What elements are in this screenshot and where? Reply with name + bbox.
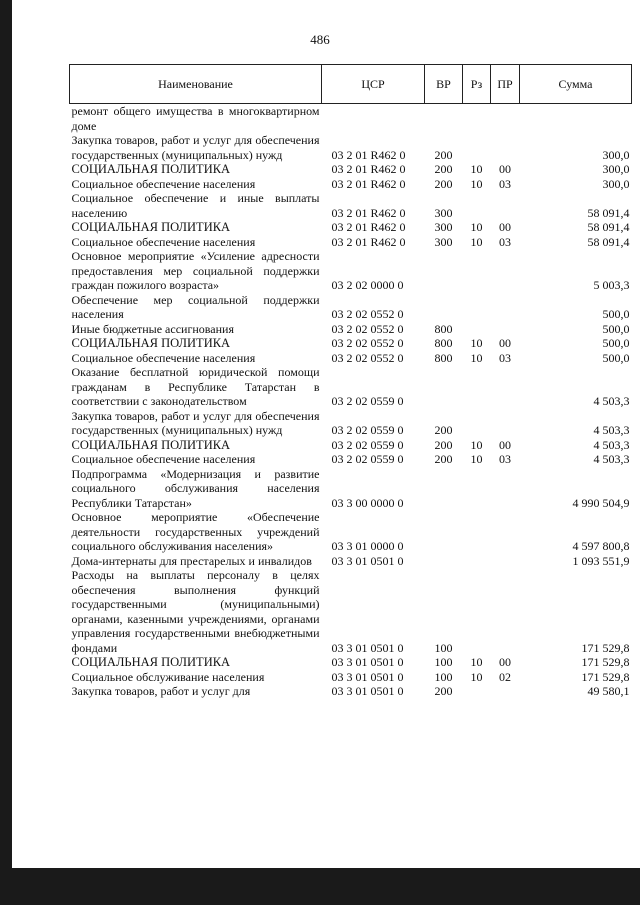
cell-rz: [463, 104, 491, 134]
cell-pr: 00: [499, 336, 511, 350]
cell-pr: [491, 409, 520, 438]
cell-name: Социальное обеспечение населения: [71, 350, 256, 365]
cell-csr: 03 2 01 R462 0: [331, 147, 406, 162]
cell-rz: [463, 293, 491, 322]
cell-csr: 03 3 00 0000 0: [331, 495, 404, 510]
cell-vr: [425, 510, 463, 554]
cell-pr: [491, 293, 520, 322]
cell-sum: 58 091,4: [587, 205, 630, 220]
cell-vr: 300: [434, 220, 453, 234]
table-header-row: [70, 65, 632, 104]
cell-csr: 03 2 01 R462 0: [331, 220, 406, 234]
cell-name: Социальное обеспечение населения: [71, 176, 256, 191]
cell-sum: 300,0: [602, 147, 630, 162]
cell-pr: 00: [499, 162, 511, 176]
cell-sum: 58 091,4: [587, 234, 630, 249]
cell-vr: [425, 467, 463, 511]
cell-vr: [425, 293, 463, 322]
table-row: [70, 104, 632, 134]
cell-sum: 300,0: [602, 176, 630, 191]
header-rz: Рз: [463, 65, 491, 104]
table-row: [70, 336, 632, 351]
cell-pr: [491, 104, 520, 134]
cell-name: Социальное обеспечение населения: [71, 234, 256, 249]
cell-name: СОЦИАЛЬНАЯ ПОЛИТИКА: [71, 220, 231, 234]
header-pr: ПР: [491, 65, 520, 104]
cell-pr: 00: [499, 437, 511, 452]
cell-vr: 100: [434, 655, 453, 669]
table-row: [70, 235, 632, 250]
cell-rz: [463, 133, 491, 162]
cell-csr: 03 3 01 0501 0: [331, 655, 404, 669]
cell-sum: 4 597 800,8: [572, 539, 630, 553]
table-row: [70, 554, 632, 569]
cell-sum: 4 503,3: [593, 423, 630, 437]
cell-name: СОЦИАЛЬНАЯ ПОЛИТИКА: [71, 655, 231, 669]
table-row: [70, 670, 632, 685]
table-row: [70, 191, 632, 220]
cell-sum: [520, 104, 632, 134]
cell-csr: 03 3 01 0501 0: [331, 669, 404, 684]
table-row: [70, 438, 632, 453]
cell-name: Обеспечение мер социальной поддержки населения: [71, 292, 320, 321]
budget-table: [69, 64, 632, 699]
cell-rz: [463, 510, 491, 554]
cell-vr: 200: [434, 176, 453, 191]
cell-name: Социальное обслуживание населения: [71, 669, 265, 684]
cell-sum: 500,0: [602, 321, 630, 336]
table-row: [70, 365, 632, 409]
cell-rz: 10: [470, 655, 483, 669]
cell-name: Иные бюджетные ассигнования: [71, 321, 234, 336]
table-body: [70, 104, 632, 699]
table-row: [70, 220, 632, 235]
cell-vr: 800: [434, 336, 453, 350]
cell-pr: 00: [499, 655, 511, 669]
cell-name: Закупка товаров, работ и услуг для обеспечения государственных (муниципальных) нужд: [71, 408, 320, 437]
cell-vr: 800: [434, 350, 453, 365]
cell-pr: 03: [499, 234, 511, 249]
table-row: [70, 133, 632, 162]
cell-csr: 03 2 02 0000 0: [331, 278, 404, 292]
cell-csr: 03 3 01 0000 0: [331, 539, 404, 553]
cell-pr: [491, 133, 520, 162]
page-number: 486: [310, 32, 330, 47]
cell-rz: 10: [470, 220, 483, 234]
cell-pr: 03: [499, 176, 511, 191]
cell-name: Дома-интернаты для престарелых и инвалидов: [71, 553, 312, 568]
cell-pr: [491, 365, 520, 409]
cell-name: Оказание бесплатной юридической помощи гражданам в Республике Татарстан в соответствии с законодательством: [71, 365, 320, 408]
cell-sum: 4 503,3: [593, 394, 630, 408]
cell-pr: 02: [499, 669, 511, 684]
cell-sum: 4 503,3: [593, 437, 630, 452]
cell-name: Основное мероприятие «Усиление адресности предоставления мер социальной поддержки граждан пожилого возраста»: [71, 249, 320, 292]
cell-csr: 03 3 01 0501 0: [331, 640, 404, 655]
cell-rz: 10: [470, 437, 483, 452]
cell-sum: 5 003,3: [593, 278, 630, 292]
cell-sum: 4 503,3: [593, 452, 630, 466]
cell-sum: 500,0: [602, 307, 630, 321]
cell-csr: 03 2 02 0559 0: [331, 452, 404, 466]
cell-vr: [425, 365, 463, 409]
header-csr: ЦСР: [322, 65, 425, 104]
cell-sum: 49 580,1: [587, 684, 630, 698]
table-row: [70, 510, 632, 554]
table-row: [70, 351, 632, 366]
cell-name: СОЦИАЛЬНАЯ ПОЛИТИКА: [71, 336, 231, 350]
cell-name: Социальное обеспечение и иные выплаты населению: [71, 191, 320, 220]
cell-rz: [463, 322, 491, 337]
cell-name: Закупка товаров, работ и услуг для: [71, 684, 251, 698]
cell-name: Подпрограмма «Модернизация и развитие социального обслуживания населения Республики Татарстан»: [71, 466, 320, 510]
cell-pr: [491, 554, 520, 569]
table-row: [70, 655, 632, 670]
scan-bottom-edge: [0, 868, 640, 905]
cell-pr: [491, 568, 520, 655]
cell-csr: 03 2 01 R462 0: [331, 176, 406, 191]
cell-sum: 171 529,8: [581, 669, 630, 684]
cell-rz: [463, 365, 491, 409]
cell-name: СОЦИАЛЬНАЯ ПОЛИТИКА: [71, 162, 231, 176]
cell-pr: [491, 191, 520, 220]
cell-pr: [491, 684, 520, 699]
table-row: [70, 249, 632, 293]
cell-rz: [463, 467, 491, 511]
cell-name: Закупка товаров, работ и услуг для обеспечения государственных (муниципальных) нужд: [71, 133, 320, 162]
scan-left-edge: [0, 0, 12, 905]
cell-csr: 03 2 02 0559 0: [331, 437, 404, 452]
cell-sum: 500,0: [602, 336, 630, 350]
table-row: [70, 177, 632, 192]
cell-csr: 03 2 02 0552 0: [331, 336, 404, 350]
cell-rz: 10: [470, 336, 483, 350]
table-row: [70, 452, 632, 467]
cell-csr: 03 2 02 0552 0: [331, 321, 404, 336]
cell-vr: 200: [434, 452, 453, 466]
cell-vr: 200: [434, 423, 453, 437]
cell-sum: 171 529,8: [581, 640, 630, 655]
cell-rz: [463, 554, 491, 569]
cell-vr: 100: [434, 640, 453, 655]
cell-rz: [463, 249, 491, 293]
table-row: [70, 162, 632, 177]
cell-pr: 00: [499, 220, 511, 234]
table-row: [70, 467, 632, 511]
cell-rz: 10: [470, 452, 483, 466]
cell-rz: 10: [470, 669, 483, 684]
cell-rz: 10: [470, 176, 483, 191]
cell-csr: 03 2 01 R462 0: [331, 234, 406, 249]
cell-sum: 500,0: [602, 350, 630, 365]
cell-csr: 03 2 02 0552 0: [331, 350, 404, 365]
cell-csr: 03 3 01 0501 0: [331, 553, 404, 568]
cell-pr: [491, 322, 520, 337]
cell-rz: [463, 684, 491, 699]
table-row: [70, 293, 632, 322]
cell-pr: [491, 467, 520, 511]
table-row: [70, 409, 632, 438]
cell-csr: [322, 104, 425, 134]
cell-vr: [425, 104, 463, 134]
cell-rz: [463, 568, 491, 655]
header-vr: ВР: [425, 65, 463, 104]
cell-csr: 03 2 01 R462 0: [331, 162, 406, 176]
cell-name: ремонт общего имущества в многоквартирном доме: [71, 104, 320, 133]
cell-sum: 4 990 504,9: [572, 495, 630, 510]
cell-pr: 03: [499, 350, 511, 365]
cell-rz: [463, 409, 491, 438]
cell-sum: 58 091,4: [587, 220, 630, 234]
cell-csr: 03 3 01 0501 0: [331, 684, 404, 698]
cell-csr: 03 2 02 0559 0: [331, 394, 404, 408]
cell-sum: 171 529,8: [581, 655, 630, 669]
cell-csr: 03 2 01 R462 0: [331, 205, 406, 220]
cell-vr: 300: [434, 205, 453, 220]
cell-pr: [491, 249, 520, 293]
cell-vr: 200: [434, 162, 453, 176]
cell-vr: 200: [434, 684, 453, 698]
cell-rz: [463, 191, 491, 220]
cell-vr: 100: [434, 669, 453, 684]
cell-vr: 800: [434, 321, 453, 336]
cell-rz: 10: [470, 350, 483, 365]
table-row: [70, 322, 632, 337]
cell-vr: [425, 554, 463, 569]
cell-vr: 300: [434, 234, 453, 249]
cell-name: Социальное обеспечение населения: [71, 452, 256, 466]
cell-rz: 10: [470, 162, 483, 176]
cell-pr: [491, 510, 520, 554]
cell-csr: 03 2 02 0552 0: [331, 307, 404, 321]
cell-name: Расходы на выплаты персоналу в целях обеспечения выполнения функций государственными (муниципальными) органами, казенными учреждениями, органами управления государственными внебюджетными фондами: [71, 568, 320, 655]
cell-vr: 200: [434, 147, 453, 162]
cell-name: Основное мероприятие «Обеспечение деятельности государственных учреждений социального обслуживания населения»: [71, 510, 320, 553]
cell-pr: 03: [499, 452, 511, 466]
cell-csr: 03 2 02 0559 0: [331, 423, 404, 437]
header-sum: Сумма: [520, 65, 632, 104]
table-row: [70, 568, 632, 655]
cell-rz: 10: [470, 234, 483, 249]
cell-sum: 1 093 551,9: [572, 553, 630, 568]
cell-vr: 200: [434, 437, 453, 452]
cell-name: СОЦИАЛЬНАЯ ПОЛИТИКА: [71, 437, 231, 452]
header-name: Наименование: [70, 65, 322, 104]
table-row: [70, 684, 632, 699]
cell-sum: 300,0: [602, 162, 630, 176]
cell-vr: [425, 249, 463, 293]
